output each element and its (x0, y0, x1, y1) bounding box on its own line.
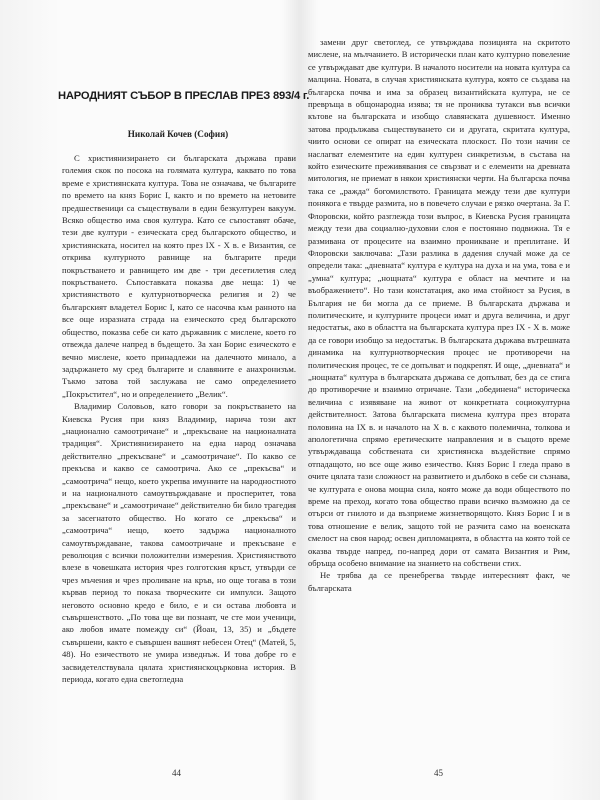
paragraph: С християнизирането си българската държава прави голeмия скок по посока на голямата култура, каквато по това време е християнската култура. Това не означава, че българите по времето на княз Борис I, както и по времето на нетовите предшественици са съществували в един безкултурен вакуум. Всяко общество има своя култура. Като се съпоставят обаче, тези две култури - езическата сред българското общество, и християнската, носител на която през IХ - Х в. е Византия, се открива културното равнище на българите преди покръстването и равнището им две - три десетилетия след покръстването. Съпоставката показва две неща: 1) че християнството е културнотворческа религия и 2) че българският владетел Борис I, като се насочва към ранното на все още изразната страда на езическото сред българското общество, показва себе си като държавник с мислене, което го отвежда далече напред в бъдещето. За хан Борис езическото е вечно мислене, което принадлежи на далечното минало, а задържането му сред българите и славяните е анахронизъм. Тъкмо затова той заслужава не само определението „Покръстител“, но и определението „Велик“. (62, 153, 296, 399)
article-title: НАРОДНИЯТ СЪБОР В ПРЕСЛАВ ПРЕЗ 893/4 г. (58, 90, 310, 102)
paragraph: Не трябва да се пренебрегва твърде интересният факт, че българската (308, 570, 570, 593)
paragraph: Владимир Соловьов, като говори за покръстването на Киевска Русия при княз Владимир, нарича този акт „национално самоотричане“ и „прекъсване на националната традиция“. Християнизирането на една народ означава действително „прекъсване“ и „самоотричане“. По какво се прекъсва и какво се самоотрича. Ако се „прекъсва“ и „самоотрича“ нещо, което укрепва имунните на народностното и на националното самоутвърждаване и просперитет, това „прекъсване“ и „самоотричане“ действително би било трагедия за засегнатото общество. Но когато се „прекъсва“ и „самоотрича“ нещо, което задържа националното самоутвърждаване, такова самоотричане и прекъсване е революция с всички положителни измерения. Християнството влезе в човешката история чрез голготския кръст, утвърди се чрез мъчения и чрез проливане на кръв, но още тогава в този кървав период то показа творческите си импулси. Защото неговото основно кредо е било, е и си остава любовта и съвършенството. „По това ще ви познаят, че сте мои ученици, ако любов имате помежду си“ (Йоан, 13, 35) и „бъдете съвършени, както е съвършен вашият небесен Отец“ (Матей, 5, 48). Но езичеството не умира изведнъж. И това добре го е засвидетелствувала цялата християнскоцърковна история. В периода, когато една светогледна (62, 401, 296, 685)
page-number-right: 45 (434, 768, 443, 778)
author-line: Николай Кочев (София) (127, 129, 229, 139)
paragraph: замени друг светоглед, се утвърждава позицията на скритото мислене, на мълчанието. В исторически план като културно повеление се утвърждават две култури. В началото носители на новата култура са малцина. Новата, в случая християнската култура, която се създава на българска почва и има за образец византийската култура, не се превръща в общонародна изява; тя не прониква тутакси във всички кътове на българската и изобщо славянската душевност. Именно затова продължава съществуването си и другата, скритата култура, чиито основи се опират на езическата плоскост. По този начин се наслагват елементите на един културен синкретизъм, в състава на който езическите преживявания се свързват и с елементи на древната митология, не приемат в някои християнски черти. На българска почва така се „ражда“ богомилството. Границата между тези две култури понякога е твърде размита, но в повечето случаи е рязко очертана. За Г. Флоровски, който разглежда този въпрос, в Киевска Русия границата между тези два социално-духовни слоя е постоянно подвижна. Тя е размивана от процесите на взаимно проникване и преплитане. И Флоровски заключава: „Тази разлика в дадения случай може да се определи така: „дневната“ култура е култура на духа и на ума, това е и „умна“ култура; „нощната“ култура е област на мечтите и на въображението“. Но тази констатация, ако има стойност за Русия, в България не би могла да се приеме. В българската държава и политическите, и културните процеси имат и друга величина, и друг недостатък, ако в областта на българската култура през IХ - Х в. може да се говори изобщо за недостатък. В българската държава вътрешната динамика на културнотворческия процес не противоречи на политическия процес, те се допълват и подкрепят. И още, „дневната“ и „нощната“ култура в българската държава се допълват, без да се стига до противоречие и взаимно отричане. Тази „обединена“ историческа величина с изявяване на живот от конкретната социокултурна действителност. Затова българската писмена култура през втората половина на IХ в. и началото на Х в. с каквото полемична, толкова и апологетична спрямо еретическите направления и в същото време утвърждаваща собствената си християнска въздействие спрямо отпадащото, но все още живо езичество. Княз Борис I гледа право в очите цялата тази сложност на развитието и дълбоко в себе си съзнава, че културата е онова мощна сила, която може да води обществото по време на преход, когато това общество прави всичко възможно да се отърси от гнилото и да възприеме жизнетворящото. Княз Борис I и в това отношение е велик, защото той не разчита само на военската смелост на своя народ; освен дипломацията, в областта на която той се оказва твърде напред, по-напред дори от самата Византия и Рим, обръща особено внимание на знанието на собствени стих. (308, 37, 570, 569)
page-number-left: 44 (172, 768, 181, 778)
right-page (300, 0, 600, 800)
left-text-column (62, 152, 296, 756)
right-text-column (308, 36, 570, 760)
